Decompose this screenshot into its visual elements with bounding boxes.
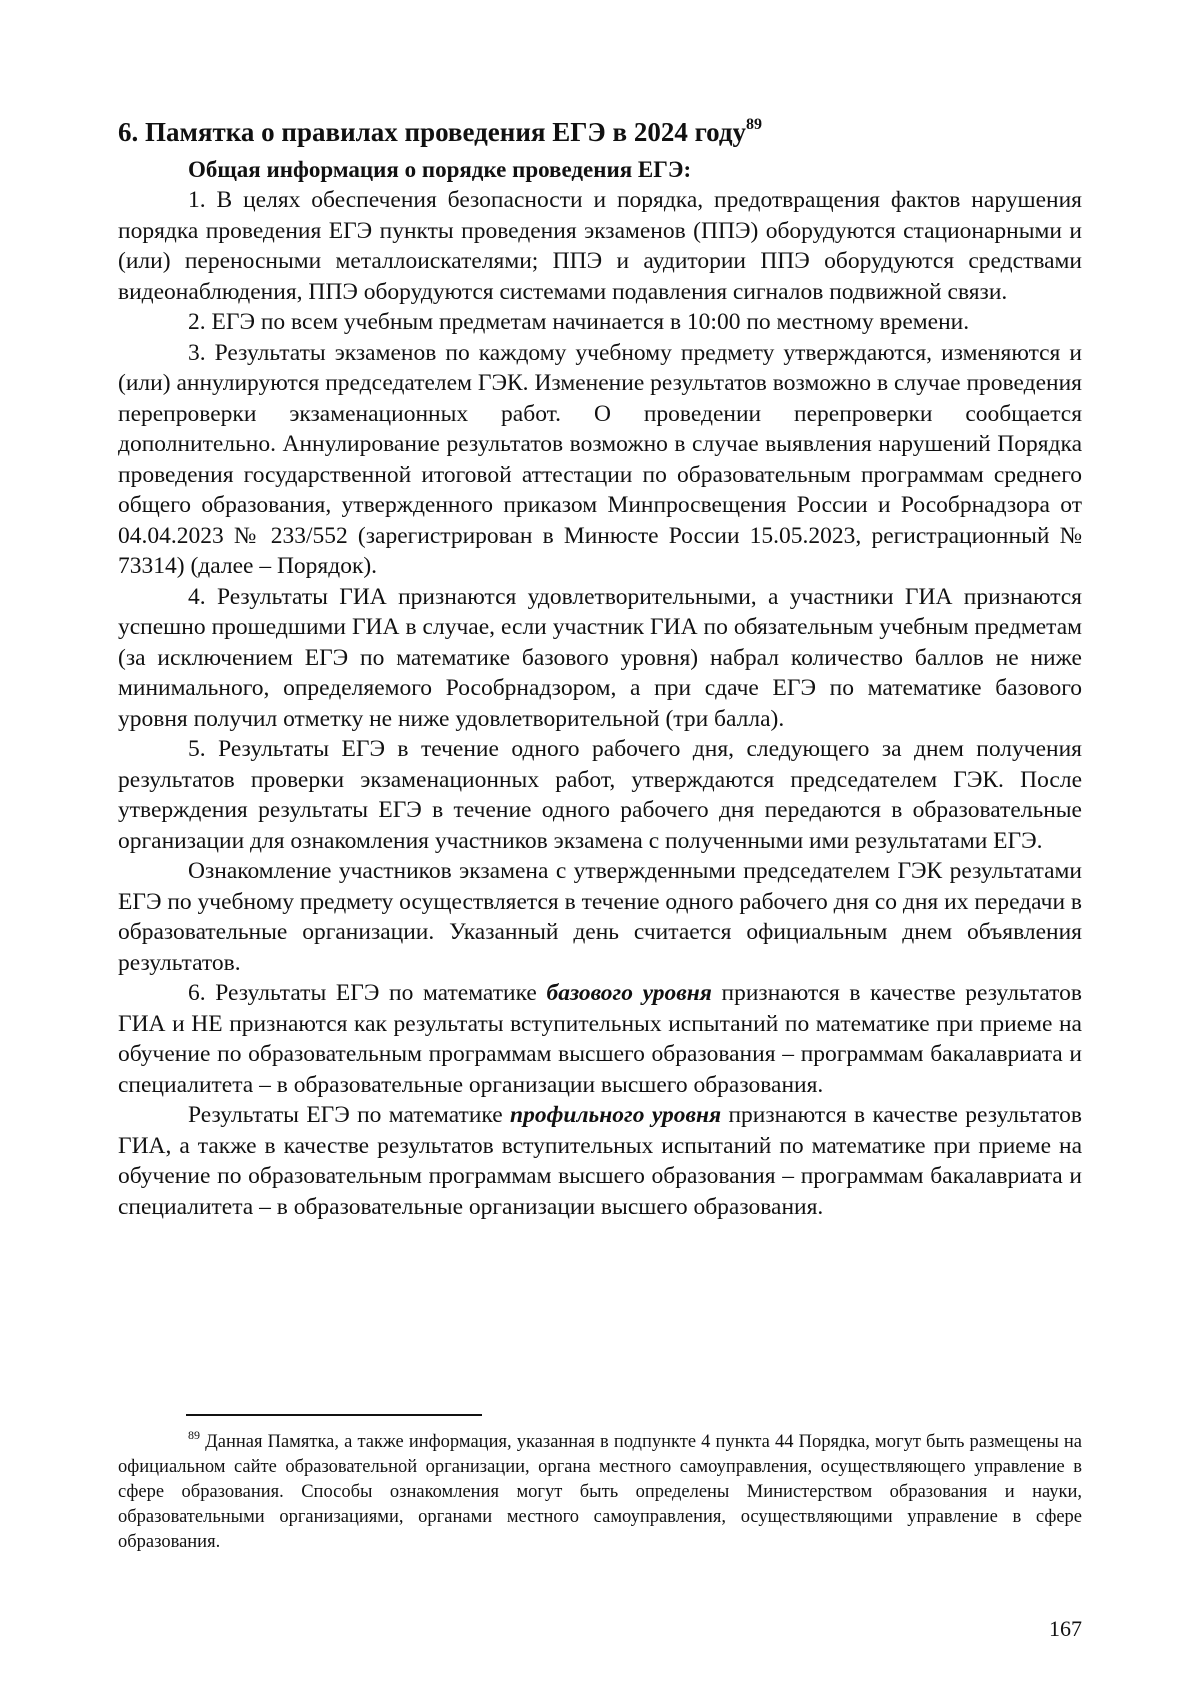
section-title xyxy=(118,110,1082,149)
paragraph-3: 3. Результаты экзаменов по каждому учебному предмету утверждаются, изменяются и (или) аннулируются председателем ГЭК. Изменение результатов возможно в случае проведения перепроверки экзаменационных работ. О проведении перепроверки сообщается дополнительно. Аннулирование результатов возможно в случае выявления нарушений Порядка проведения государственной итоговой аттестации по образовательным программам среднего общего образования, утвержденного приказом Минпросвещения России и Рособрнадзора от 04.04.2023 № 233/552 (зарегистрирован в Минюсте России 15.05.2023, регистрационный № 73314) (далее – Порядок). xyxy=(118,339,1082,579)
paragraph-7-text-end: признаются в качестве результатов ГИА и НЕ признаются как результаты вступительных испытаний по математике при приеме на обучение по образовательным программам высшего образования – программам бакалавриата и специалитета – в образовательные организации высшего образования. xyxy=(118,980,1082,1098)
paragraph-8-text-start: Результаты ЕГЭ по математике xyxy=(188,1102,510,1128)
paragraph-8 xyxy=(118,1100,1082,1222)
paragraph-8-text-end: признаются в качестве результатов ГИА, а также в качестве результатов вступительных испытаний по математике при приеме на обучение по образовательным программам высшего образования – программам бакалавриата и специалитета – в образовательные организации высшего образования. xyxy=(118,1102,1082,1220)
paragraph-5: 5. Результаты ЕГЭ в течение одного рабочего дня, следующего за днем получения результатов проверки экзаменационных работ, утверждаются председателем ГЭК. После утверждения результаты ЕГЭ в течение одного рабочего дня передаются в образовательные организации для ознакомления участников экзамена с полученными ими результатами ЕГЭ. xyxy=(118,736,1082,854)
emphasis-profile-level: профильного уровня xyxy=(510,1102,722,1128)
paragraph-1: 1. В целях обеспечения безопасности и порядка, предотвращения фактов нарушения порядка проведения ЕГЭ пункты проведения экзаменов (ППЭ) оборудуются стационарными и (или) переносными металлоискателями; ППЭ и аудитории ППЭ оборудуются средствами видеонаблюдения, ППЭ оборудуются системами подавления сигналов подвижной связи. xyxy=(118,187,1082,305)
paragraph-6: Ознакомление участников экзамена с утвержденными председателем ГЭК результатами ЕГЭ по учебному предмету осуществляется в течение одного рабочего дня со дня их передачи в образовательные организации. Указанный день считается официальным днем объявления результатов. xyxy=(118,858,1083,976)
section-subtitle: Общая информация о порядке проведения ЕГЭ: xyxy=(188,157,692,182)
emphasis-basic-level: базового уровня xyxy=(546,980,712,1006)
paragraph-7 xyxy=(118,978,1082,1100)
paragraph-7-text-start: 6. Результаты ЕГЭ по математике xyxy=(188,980,547,1006)
section-title-text: 6. Памятка о правилах проведения ЕГЭ в 2024 году xyxy=(118,117,747,147)
main-content xyxy=(118,110,1082,1222)
page-number: 167 xyxy=(1049,1616,1082,1641)
paragraph-4: 4. Результаты ГИА признаются удовлетворительными, а участники ГИА признаются успешно прошедшими ГИА в случае, если участник ГИА по обязательным учебным предметам (за исключением ЕГЭ по математике базового уровня) набрал количество баллов не ниже минимального, определяемого Рособрнадзором, а при сдаче ЕГЭ по математике базового уровня получил отметку не ниже удовлетворительной (три балла). xyxy=(118,583,1082,732)
footnote-divider xyxy=(186,1414,482,1416)
footnote xyxy=(118,1424,1082,1555)
footnote-number: 89 xyxy=(188,1428,200,1442)
footnote-text: Данная Памятка, а также информация, указанная в подпункте 4 пункта 44 Порядка, могут быть размещены на официальном сайте образовательной организации, органа местного самоуправления, осуществляющего управление в сфере образования. Способы ознакомления могут быть определены Министерством образования и науки, образовательными организациями, органами местного самоуправления, осуществляющими управление в сфере образования. xyxy=(118,1432,1082,1553)
paragraph-2: 2. ЕГЭ по всем учебным предметам начинается в 10:00 по местному времени. xyxy=(188,309,970,335)
footnote-reference[interactable]: 89 xyxy=(746,116,763,133)
